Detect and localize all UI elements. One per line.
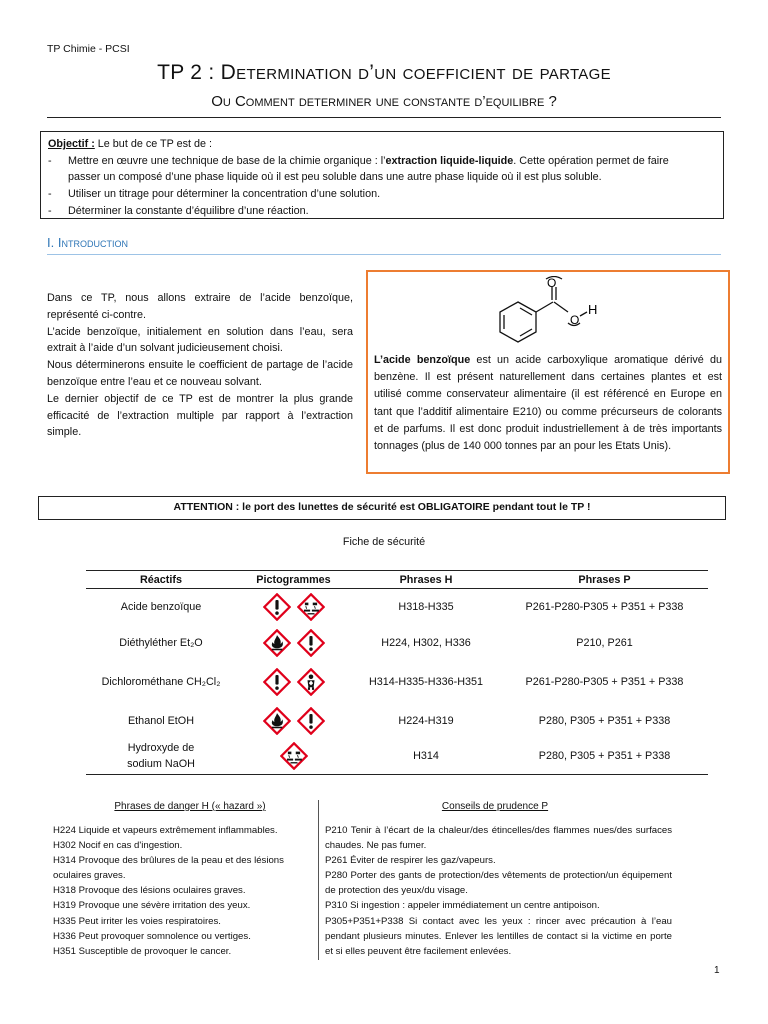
corrosive-icon [280, 742, 308, 770]
list-item: H318 Provoque des lésions oculaires graves. [53, 885, 246, 897]
list-item: P310 Si ingestion : appeler immédiatement un centre antipoison. [325, 900, 600, 912]
atom-label: O [570, 313, 580, 327]
exclamation-icon [297, 707, 325, 735]
health-hazard-icon [297, 668, 325, 696]
objective-label: Objectif : [48, 138, 95, 150]
list-item: H302 Nocif en cas d'ingestion. [53, 840, 183, 852]
p-phrases-cell: P261-P280-P305 + P351 + P338 [525, 675, 684, 688]
p-phrases-cell: P280, P305 + P351 + P338 [501, 739, 708, 775]
table-row [86, 625, 708, 661]
section-heading-introduction: I. Introduction [47, 235, 128, 250]
title-rule [47, 117, 721, 118]
page-number: 1 [714, 965, 720, 976]
objective-item-3: Déterminer la constante d’équilibre d’une réaction. [68, 204, 309, 217]
p-phrases-cell: P210, P261 [576, 636, 633, 649]
safety-warning: ATTENTION : le port des lunettes de sécurité est OBLIGATOIRE pendant tout le TP ! [38, 496, 726, 520]
precaution-phrases-title: Conseils de prudence P [441, 801, 549, 812]
list-item: H335 Peut irriter les voies respiratoires. [53, 915, 221, 927]
reagent-cell: Acide benzoïque [120, 600, 202, 613]
table-row [86, 661, 708, 703]
pictogram-cell [236, 625, 351, 661]
objective-item-1: Mettre en œuvre une technique de base de la chimie organique : l’extraction liquide-liquide. Cette opération permet de faire [68, 154, 669, 167]
exclamation-icon [297, 629, 325, 657]
list-item: P305+P351+P338 Si contact avec les yeux : rincer avec précaution à l’eau pendant plusieurs minutes. Enlever les lentilles de contact si la victime en porte et si elles peuvent être facilement enlevées. [325, 915, 672, 957]
h-phrases-cell: H318-H335 [398, 600, 454, 613]
benzoic-acid-name: L’acide benzoïque [374, 354, 471, 366]
objective-intro: Le but de ce TP est de : [97, 138, 213, 150]
reagent-cell: Ethanol EtOH [127, 714, 194, 727]
precaution-phrases-list [325, 823, 672, 959]
h-phrases-cell: H314-H335-H336-H351 [368, 675, 484, 688]
intro-text [47, 290, 353, 441]
pictogram-cell [236, 703, 351, 739]
course-header: TP Chimie - PCSI [47, 43, 130, 55]
reagent-cell: Diéthyléther Et₂O [119, 636, 203, 649]
list-item: H314 Provoque des brûlures de la peau et des lésions oculaires graves. [53, 855, 284, 882]
h-phrases-cell: H224-H319 [398, 714, 454, 727]
list-item: H224 Liquide et vapeurs extrêmement inflammables. [53, 825, 278, 836]
page-subtitle: Ou Comment determiner une constante d’equilibre ? [211, 93, 557, 110]
intro-paragraph: Nous déterminerons ensuite le coefficient de partage de l’acide benzoïque entre l’eau et ce nouveau solvant. [47, 359, 353, 388]
exclamation-icon [263, 668, 291, 696]
page-title: TP 2 : Determination d’un coefficient de partage [157, 61, 611, 84]
intro-paragraph: Dans ce TP, nous allons extraire de l’acide benzoïque, représenté ci-contre. [47, 292, 353, 321]
exclamation-icon [263, 593, 291, 621]
h-phrases-cell: H224, H302, H336 [381, 636, 471, 649]
table-row [86, 703, 708, 739]
column-header: Réactifs [86, 571, 236, 589]
benzoic-acid-structure [488, 276, 628, 352]
list-item: H319 Provoque une sévère irritation des yeux. [53, 900, 251, 912]
list-item: H351 Susceptible de provoquer le cancer. [53, 945, 232, 957]
p-phrases-cell: P280, P305 + P351 + P338 [538, 714, 671, 727]
pictogram-cell [236, 661, 351, 703]
intro-paragraph: L’acide benzoïque, initialement en solution dans l’eau, sera extrait à l’aide d’un solvant judicieusement choisi. [47, 325, 353, 355]
safety-table [86, 570, 708, 775]
list-item: P210 Tenir à l’écart de la chaleur/des étincelles/des flammes nues/des surfaces chaudes. Ne pas fumer. [325, 825, 672, 852]
flame-icon [263, 629, 291, 657]
list-item: P261 Éviter de respirer les gaz/vapeurs. [325, 855, 496, 867]
objective-item-2: Utiliser un titrage pour déterminer la concentration d’une solution. [68, 188, 381, 201]
section-rule [47, 254, 721, 255]
benzoic-acid-description: L’acide benzoïque est un acide carboxylique aromatique dérivé du benzène. Il est présent naturellement dans certaines plantes et est utilisé comme conservateur alimentaire (il est référencé en Europe en tant que l’additif alimentaire E210) ou comme précurseurs de colorants et de parfums. Il est donc produit industriellement à de très importants tonnages (plus de 140 000 tonnes par an pour les Etats Unis). [374, 354, 722, 453]
column-header: Phrases H [351, 571, 501, 589]
reagent-cell: Hydroxyde de sodium NaOH [86, 739, 236, 775]
column-divider [318, 800, 319, 960]
atom-label: O [547, 276, 557, 290]
hazard-phrases-title: Phrases de danger H (« hazard ») [114, 801, 266, 812]
hazard-phrases-list [53, 823, 313, 959]
objective-box: Objectif : Le but de ce TP est de : - Mettre en œuvre une technique de base de la chimie organique : l’extraction liquide-liquide. Cette opération permet de faire passer un composé d’une phase liquide où il est peu soluble dans une autre phase liquide où il est plus soluble. - Utiliser un titrage pour déterminer la concentration d’une solution. - Déterminer la constante d’équilibre d’une réaction. [40, 131, 724, 219]
flame-icon [263, 707, 291, 735]
reagent-cell: Dichlorométhane CH₂Cl₂ [101, 675, 221, 688]
table-row [86, 739, 708, 775]
intro-paragraph: Le dernier objectif de ce TP est de montrer la plus grande efficacité de l’extraction multiple par rapport à l’extraction simple. [47, 392, 353, 439]
column-header: Pictogrammes [236, 571, 351, 589]
list-item: H336 Peut provoquer somnolence ou vertiges. [53, 930, 251, 942]
h-phrases-cell: H314 [351, 739, 501, 775]
pictogram-cell [236, 589, 351, 625]
atom-label: H [588, 302, 598, 317]
pictogram-cell [236, 739, 351, 775]
corrosive-icon [297, 593, 325, 621]
safety-sheet-title: Fiche de sécurité [342, 536, 426, 548]
column-header: Phrases P [501, 571, 708, 589]
p-phrases-cell: P261-P280-P305 + P351 + P338 [525, 600, 684, 613]
table-row [86, 589, 708, 625]
objective-item-1-cont: passer un composé d’une phase liquide où il est peu soluble dans une autre phase liquide où il est plus soluble. [68, 171, 602, 184]
list-item: P280 Porter des gants de protection/des vêtements de protection/un équipement de protection des yeux/du visage. [325, 870, 672, 897]
